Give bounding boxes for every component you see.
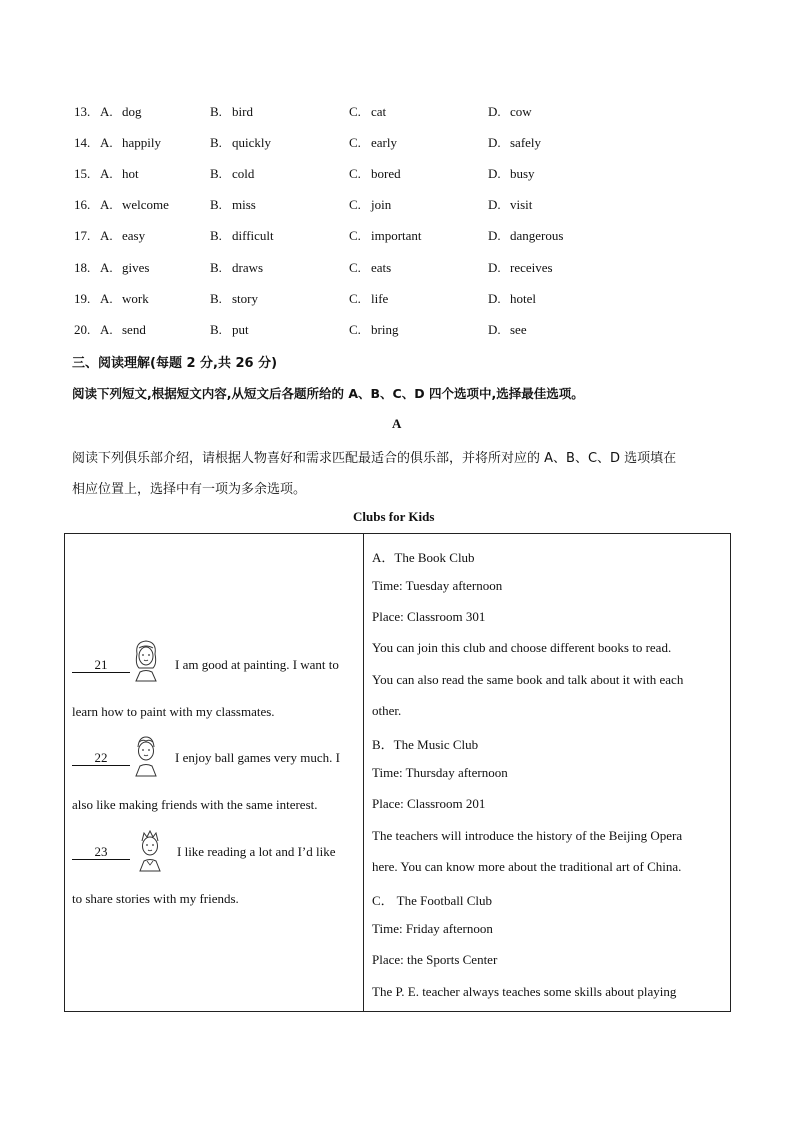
club-a-name: A．The Book Club (372, 550, 475, 565)
part-label: A (392, 416, 402, 431)
answer-blank-21[interactable]: 21 (72, 658, 130, 673)
option-c: C. life (349, 291, 389, 306)
person-21-line-1 (72, 657, 130, 673)
girl-face-icon (131, 638, 161, 682)
option-b: B. miss (210, 197, 256, 212)
people-cell (65, 534, 364, 1012)
question-number: 17. (74, 228, 91, 243)
section-heading: 三、阅读理解(每题 2 分,共 26 分) (72, 356, 278, 371)
person-23-text-2: to share stories with my friends. (72, 891, 239, 906)
option-d: D. hotel (488, 291, 536, 306)
option-b: B. bird (210, 104, 253, 119)
option-a: A. welcome (100, 197, 169, 212)
question-row (74, 228, 754, 248)
option-d: D. busy (488, 166, 535, 181)
option-c: C. important (349, 228, 422, 243)
club-b-time: Time: Thursday afternoon (372, 765, 508, 780)
option-a: A. happily (100, 135, 161, 150)
answer-blank-23[interactable]: 23 (72, 845, 130, 860)
option-b: B. story (210, 291, 258, 306)
question-number: 15. (74, 166, 91, 181)
person-22-line-1 (72, 750, 130, 766)
person-21-text-1: I am good at painting. I want to (175, 657, 339, 672)
section-instruction: 阅读下列短文,根据短文内容,从短文后各题所给的 A、B、C、D 四个选项中,选择最佳选项。 (72, 386, 584, 401)
club-c-name: C． The Football Club (372, 893, 493, 908)
club-b-desc-1: The teachers will introduce the history of the Beijing Opera (372, 828, 683, 843)
option-c: C. early (349, 135, 397, 150)
option-a: A. easy (100, 228, 146, 243)
intro-line-2: 相应位置上，选择中有一项为多余选项。 (72, 482, 307, 497)
option-d: D. cow (488, 104, 532, 119)
question-row (74, 104, 754, 124)
option-a: A. dog (100, 104, 142, 119)
question-row (74, 291, 754, 311)
option-c: C. eats (349, 260, 392, 275)
question-number: 14. (74, 135, 91, 150)
option-b: B. difficult (210, 228, 274, 243)
question-number: 13. (74, 104, 91, 119)
club-b-name: B．The Music Club (372, 737, 479, 752)
question-row (74, 260, 754, 280)
club-c-desc-1: The P. E. teacher always teaches some skills about playing (372, 984, 677, 999)
option-a: A. hot (100, 166, 139, 181)
question-row (74, 166, 754, 186)
person-21-text-2: learn how to paint with my classmates. (72, 704, 275, 719)
option-b: B. draws (210, 260, 264, 275)
option-d: D. safely (488, 135, 542, 150)
option-d: D. receives (488, 260, 553, 275)
option-a: A. send (100, 322, 146, 337)
option-c: C. cat (349, 104, 387, 119)
option-a: A. work (100, 291, 149, 306)
option-b: B. cold (210, 166, 255, 181)
person-23-line-1 (72, 844, 130, 860)
intro-line-1: 阅读下列俱乐部介绍，请根据人物喜好和需求匹配最适合的俱乐部，并将所对应的 A、B、C、D 选项填在 (72, 451, 677, 466)
boy-face-icon (131, 733, 161, 777)
club-a-place: Place: Classroom 301 (372, 609, 486, 624)
club-b-place: Place: Classroom 201 (372, 796, 486, 811)
person-23-text-1: I like reading a lot and I’d like (177, 844, 336, 859)
table-title: Clubs for Kids (353, 509, 435, 524)
option-c: C. bored (349, 166, 401, 181)
club-c-time: Time: Friday afternoon (372, 921, 493, 936)
question-row (74, 322, 754, 342)
answer-blank-22[interactable]: 22 (72, 751, 130, 766)
club-a-desc-1: You can join this club and choose different books to read. (372, 640, 672, 655)
option-c: C. bring (349, 322, 399, 337)
club-a-desc-3: other. (372, 703, 402, 718)
club-a-desc-2: You can also read the same book and talk about it with each (372, 672, 684, 687)
question-number: 16. (74, 197, 91, 212)
question-number: 18. (74, 260, 91, 275)
option-b: B. quickly (210, 135, 271, 150)
question-row (74, 197, 754, 217)
club-c-place: Place: the Sports Center (372, 952, 498, 967)
person-22-text-2: also like making friends with the same interest. (72, 797, 318, 812)
option-d: D. see (488, 322, 527, 337)
boy-spiky-face-icon (135, 828, 165, 872)
option-c: C. join (349, 197, 392, 212)
clubs-table (64, 533, 731, 1012)
question-row (74, 135, 754, 155)
club-a-time: Time: Tuesday afternoon (372, 578, 503, 593)
option-d: D. dangerous (488, 228, 564, 243)
clubs-cell (364, 534, 731, 1012)
question-number: 19. (74, 291, 91, 306)
question-number: 20. (74, 322, 91, 337)
option-d: D. visit (488, 197, 533, 212)
club-b-desc-2: here. You can know more about the traditional art of China. (372, 859, 682, 874)
person-22-text-1: I enjoy ball games very much. I (175, 750, 340, 765)
option-b: B. put (210, 322, 249, 337)
option-a: A. gives (100, 260, 150, 275)
